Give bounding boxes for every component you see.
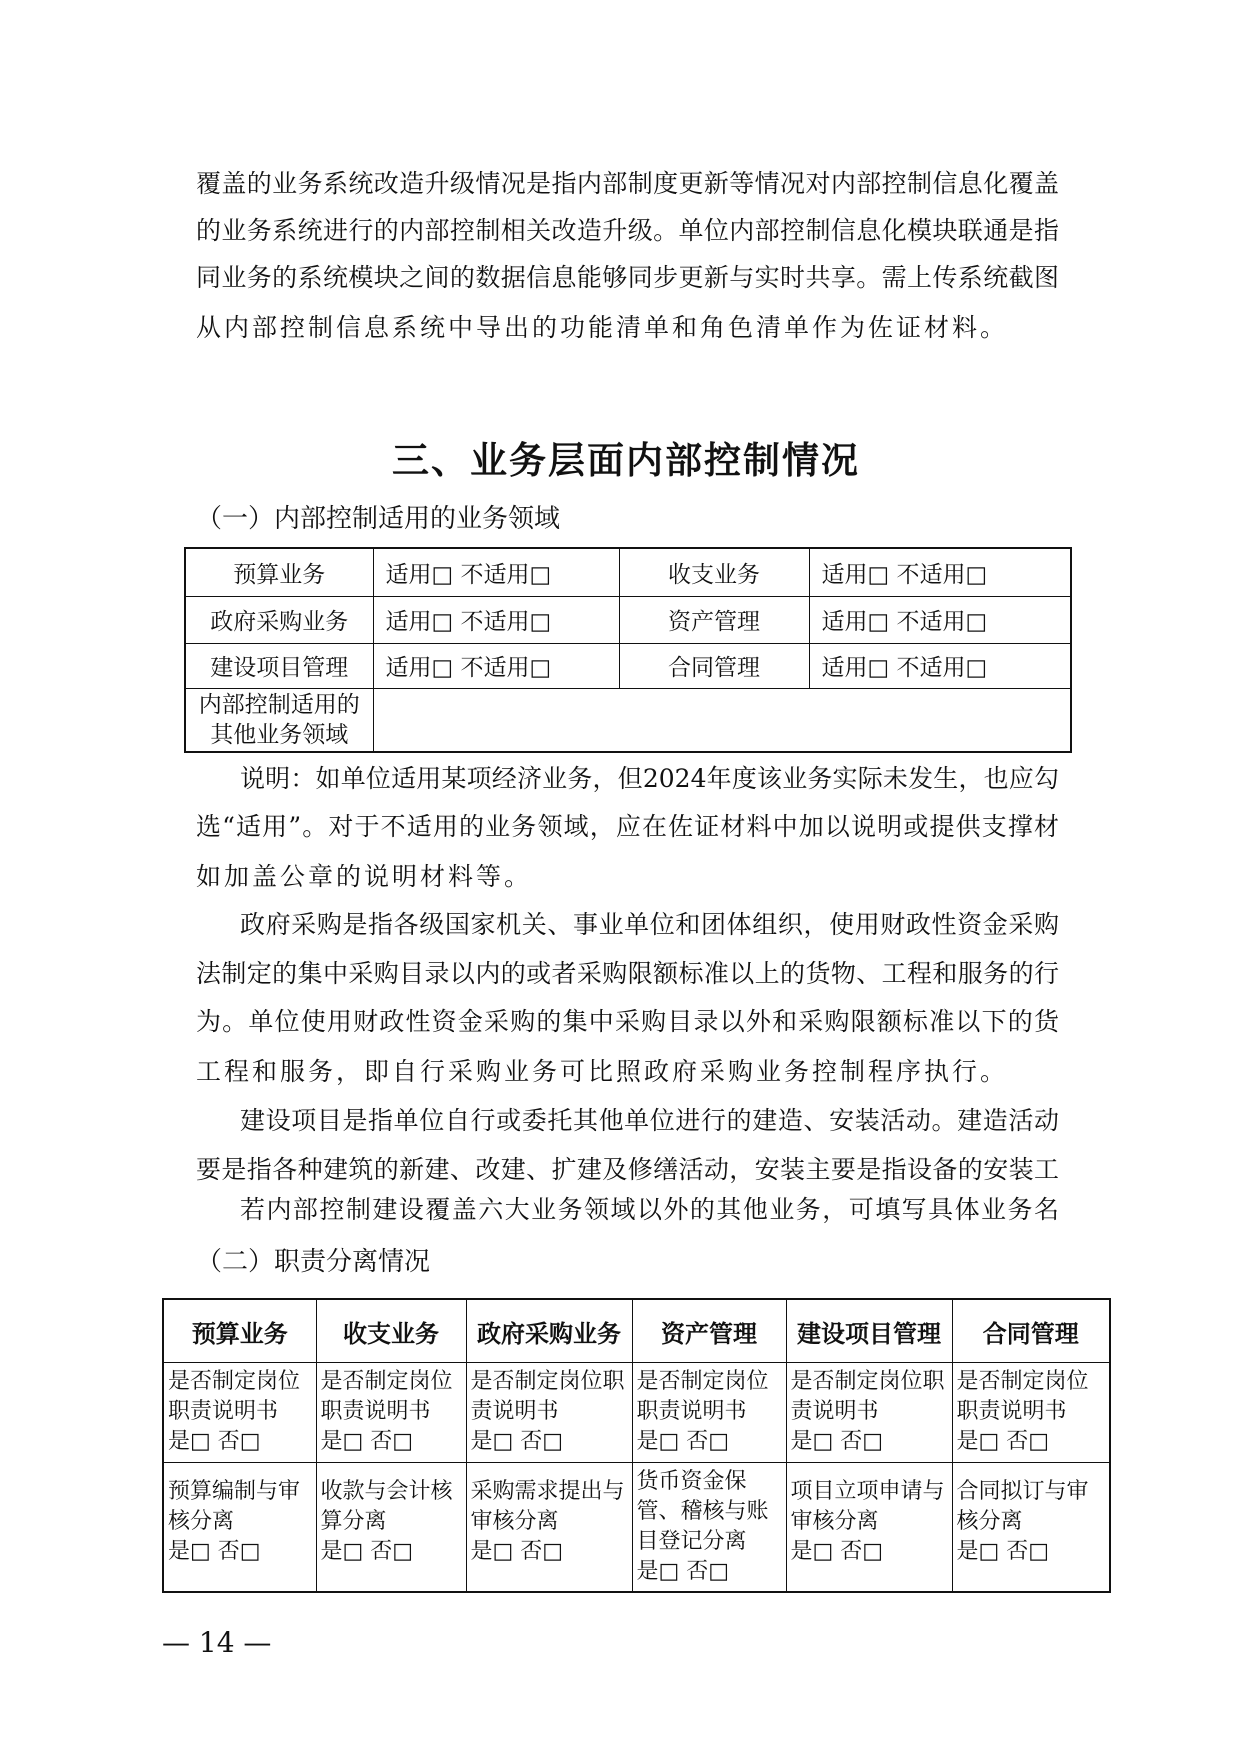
area-label: 合同管理 bbox=[619, 643, 809, 688]
subsection2-title: （二）职责分离情况 bbox=[196, 1247, 431, 1277]
column-header: 合同管理 bbox=[952, 1299, 1110, 1363]
header-row bbox=[163, 1299, 1110, 1363]
cell-question: 是否制定岗位职责说明书 bbox=[956, 1369, 1089, 1424]
yes-no-checkboxes[interactable]: 是□ 否□ bbox=[636, 1559, 730, 1584]
segregation-of-duties-table bbox=[162, 1298, 1111, 1593]
yes-no-checkboxes[interactable]: 是□ 否□ bbox=[956, 1429, 1050, 1454]
construction-line-2: 要是指各种建筑的新建、改建、扩建及修缮活动，安装主要是指设备的安装工 bbox=[196, 1155, 1059, 1184]
area-label: 收支业务 bbox=[619, 548, 809, 596]
other-areas-label-line-1: 内部控制适用的 bbox=[198, 691, 360, 718]
column-header: 预算业务 bbox=[163, 1299, 316, 1363]
area-checkbox[interactable]: 适用□ 不适用□ bbox=[373, 596, 619, 643]
cell-question: 是否制定岗位职责说明书 bbox=[320, 1369, 453, 1424]
note-line-2: 选“适用”。对于不适用的业务领域，应在佐证材料中加以说明或提供支撑材 bbox=[196, 812, 1059, 841]
yes-no-checkboxes[interactable]: 是□ 否□ bbox=[636, 1429, 730, 1454]
yes-no-checkboxes[interactable]: 是□ 否□ bbox=[168, 1429, 261, 1454]
area-label: 政府采购业务 bbox=[185, 596, 373, 643]
area-checkbox[interactable]: 适用□ 不适用□ bbox=[809, 548, 1071, 596]
area-checkbox[interactable]: 适用□ 不适用□ bbox=[373, 548, 619, 596]
cell-question: 合同拟订与审核分离 bbox=[956, 1479, 1089, 1534]
area-checkbox[interactable]: 适用□ 不适用□ bbox=[809, 596, 1071, 643]
area-checkbox[interactable]: 适用□ 不适用□ bbox=[809, 643, 1071, 688]
table-row bbox=[185, 688, 1071, 752]
area-label: 预算业务 bbox=[185, 548, 373, 596]
yes-no-checkboxes[interactable]: 是□ 否□ bbox=[470, 1429, 564, 1454]
applicable-areas-table bbox=[184, 547, 1072, 753]
cell-question: 项目立项申请与审核分离 bbox=[790, 1479, 945, 1534]
table-cell bbox=[952, 1363, 1110, 1463]
intro-line-1: 覆盖的业务系统改造升级情况是指内部制度更新等情况对内部控制信息化覆盖 bbox=[196, 169, 1059, 198]
other-areas-input[interactable] bbox=[373, 688, 1071, 752]
yes-no-checkboxes[interactable]: 是□ 否□ bbox=[320, 1429, 414, 1454]
cell-question: 预算编制与审核分离 bbox=[168, 1479, 301, 1534]
area-label: 资产管理 bbox=[619, 596, 809, 643]
subsection1-title: （一）内部控制适用的业务领域 bbox=[196, 504, 561, 534]
table-row bbox=[185, 643, 1071, 688]
table-cell bbox=[786, 1363, 952, 1463]
other-areas-label bbox=[185, 688, 373, 752]
note-line-3: 如加盖公章的说明材料等。 bbox=[196, 862, 533, 891]
column-header: 收支业务 bbox=[316, 1299, 466, 1363]
table-row bbox=[163, 1363, 1110, 1463]
intro-line-3: 同业务的系统模块之间的数据信息能够同步更新与实时共享。需上传系统截图 bbox=[196, 263, 1059, 292]
yes-no-checkboxes[interactable]: 是□ 否□ bbox=[168, 1539, 261, 1564]
page-number: — 14 — bbox=[162, 1626, 272, 1659]
yes-no-checkboxes[interactable]: 是□ 否□ bbox=[790, 1429, 884, 1454]
cell-question: 采购需求提出与审核分离 bbox=[470, 1479, 625, 1534]
table-row bbox=[185, 548, 1071, 596]
table-cell bbox=[163, 1463, 316, 1593]
area-checkbox[interactable]: 适用□ 不适用□ bbox=[373, 643, 619, 688]
cell-question: 是否制定岗位职责说明书 bbox=[636, 1369, 769, 1424]
other-business-note: 若内部控制建设覆盖六大业务领域以外的其他业务，可填写具体业务名 bbox=[240, 1195, 1059, 1224]
note-line-1: 说明：如单位适用某项经济业务，但2024年度该业务实际未发生，也应勾 bbox=[240, 764, 1059, 793]
column-header: 资产管理 bbox=[632, 1299, 786, 1363]
other-areas-label-line-2: 其他业务领域 bbox=[210, 721, 349, 748]
procurement-line-3: 为。单位使用财政性资金采购的集中采购目录以外和采购限额标准以下的货 bbox=[196, 1007, 1059, 1036]
cell-question: 货币资金保管、稽核与账目登记分离 bbox=[636, 1469, 769, 1554]
cell-question: 是否制定岗位职责说明书 bbox=[790, 1369, 945, 1424]
table-cell bbox=[466, 1463, 632, 1593]
cell-question: 是否制定岗位职责说明书 bbox=[470, 1369, 625, 1424]
cell-question: 是否制定岗位职责说明书 bbox=[168, 1369, 301, 1424]
procurement-line-1: 政府采购是指各级国家机关、事业单位和团体组织，使用财政性资金采购 bbox=[240, 910, 1059, 939]
yes-no-checkboxes[interactable]: 是□ 否□ bbox=[320, 1539, 414, 1564]
yes-no-checkboxes[interactable]: 是□ 否□ bbox=[470, 1539, 564, 1564]
table-cell bbox=[466, 1363, 632, 1463]
table-cell bbox=[316, 1463, 466, 1593]
column-header: 政府采购业务 bbox=[466, 1299, 632, 1363]
table-cell bbox=[316, 1363, 466, 1463]
table-cell bbox=[163, 1363, 316, 1463]
yes-no-checkboxes[interactable]: 是□ 否□ bbox=[956, 1539, 1050, 1564]
intro-line-2: 的业务系统进行的内部控制相关改造升级。单位内部控制信息化模块联通是指 bbox=[196, 216, 1059, 245]
table-cell bbox=[952, 1463, 1110, 1593]
table-cell bbox=[632, 1463, 786, 1593]
procurement-line-4: 工程和服务，即自行采购业务可比照政府采购业务控制程序执行。 bbox=[196, 1057, 1009, 1086]
intro-line-4: 从内部控制信息系统中导出的功能清单和角色清单作为佐证材料。 bbox=[196, 313, 1009, 342]
table-cell bbox=[786, 1463, 952, 1593]
table-cell bbox=[632, 1363, 786, 1463]
section-title: 三、业务层面内部控制情况 bbox=[392, 439, 860, 482]
cell-question: 收款与会计核算分离 bbox=[320, 1479, 453, 1534]
yes-no-checkboxes[interactable]: 是□ 否□ bbox=[790, 1539, 884, 1564]
construction-line-1: 建设项目是指单位自行或委托其他单位进行的建造、安装活动。建造活动 bbox=[240, 1106, 1059, 1135]
column-header: 建设项目管理 bbox=[786, 1299, 952, 1363]
area-label: 建设项目管理 bbox=[185, 643, 373, 688]
procurement-line-2: 法制定的集中采购目录以内的或者采购限额标准以上的货物、工程和服务的行 bbox=[196, 959, 1059, 988]
table-row bbox=[185, 596, 1071, 643]
table-row bbox=[163, 1463, 1110, 1593]
